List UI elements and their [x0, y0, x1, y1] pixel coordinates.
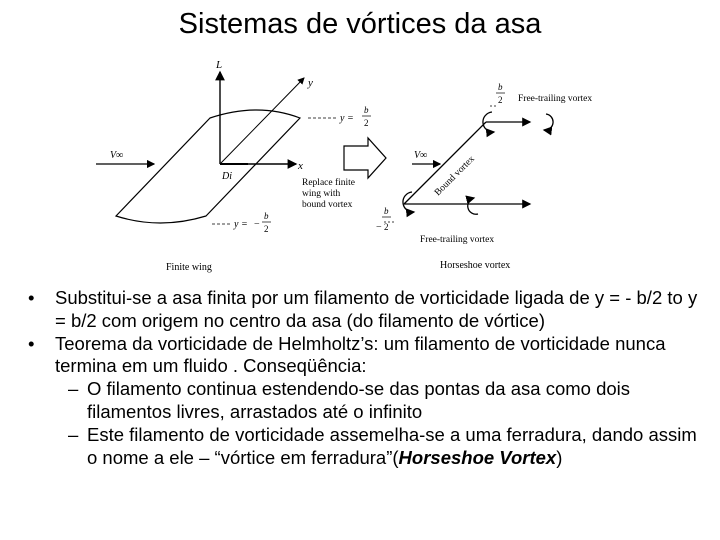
bullet-list	[28, 287, 698, 469]
horseshoe-vortex-emphasis: Horseshoe Vortex	[398, 446, 557, 468]
caption-finite-wing: Finite wing	[166, 262, 212, 273]
bottom-2-fraction: 2	[384, 222, 389, 232]
bound-vortex-label: Bound vortex	[433, 154, 477, 199]
replace-arrow-group	[302, 138, 386, 210]
bullet-dot: •	[28, 287, 35, 308]
label-L: L	[216, 59, 223, 71]
label-x: x	[298, 160, 303, 172]
bottom-trailing-label: Free-trailing vortex	[420, 235, 495, 245]
label-y: y	[308, 77, 313, 89]
top-b-fraction: b	[498, 82, 503, 92]
curl-icon-bottom-right	[468, 198, 478, 214]
horseshoe-vortex-figure	[94, 54, 593, 276]
label-vinf-left: V∞	[110, 150, 124, 161]
slide-title: Sistemas de vórtices da asa	[178, 8, 542, 40]
label-y-eq-top: y =	[340, 113, 354, 124]
bullet-text-2: Teorema da vorticidade de Helmholtz’s: um filamento de vorticidade nunca termina em um fluido . Conseqüência:	[55, 332, 666, 377]
y-axis	[220, 78, 304, 164]
horseshoe-vortex-diagram	[376, 82, 592, 271]
label-b-top: b	[364, 105, 369, 115]
finite-wing-diagram	[96, 59, 371, 273]
bullet-item-2	[28, 333, 698, 379]
label-y-eq-bottom: y =	[234, 219, 248, 230]
wing-planform	[116, 110, 300, 223]
sub-bullet-text-2-after: )	[556, 446, 563, 468]
sub-bullet-text-1: O filamento continua estendendo-se das pontas da asa como dois filamentos livres, arrastados até o infinito	[87, 378, 631, 422]
replace-line2: wing with	[302, 189, 341, 199]
bullet-text-1: Substitui-se a asa finita por um filamento de vorticidade ligada de y = - b/2 to y = b/2 com origem no centro da asa (do filamento de vórtice)	[55, 287, 698, 331]
label-di: Di	[222, 171, 232, 182]
sub-bullet-dash: –	[68, 423, 79, 445]
label-2-top: 2	[364, 118, 369, 128]
replace-line1: Replace finite	[302, 178, 356, 188]
bottom-minus: −	[376, 222, 382, 233]
label-2-bottom: 2	[264, 224, 269, 234]
sub-bullet-text-2-before: Este filamento de vorticidade assemelha-se a uma ferradura, dando assim o nome a ele – “vórtice em ferradura”(	[87, 423, 697, 468]
sub-bullet-dash: –	[68, 378, 79, 400]
top-trailing-label: Free-trailing vortex	[518, 94, 593, 104]
replace-arrow-icon	[344, 138, 386, 178]
sub-bullet-item-1	[28, 378, 698, 424]
label-minus-bottom: −	[254, 219, 260, 230]
bottom-b-fraction: b	[384, 206, 389, 216]
label-vinf-right: V∞	[414, 150, 428, 161]
curl-icon-top-right	[544, 114, 553, 130]
caption-horseshoe: Horseshoe vortex	[440, 260, 511, 271]
bullet-dot: •	[28, 332, 35, 354]
label-b-bottom: b	[264, 211, 269, 221]
replace-line3: bound vortex	[302, 200, 353, 210]
sub-bullet-item-2	[28, 424, 698, 470]
top-2-fraction: 2	[498, 95, 503, 105]
bullet-item-1	[28, 287, 698, 333]
